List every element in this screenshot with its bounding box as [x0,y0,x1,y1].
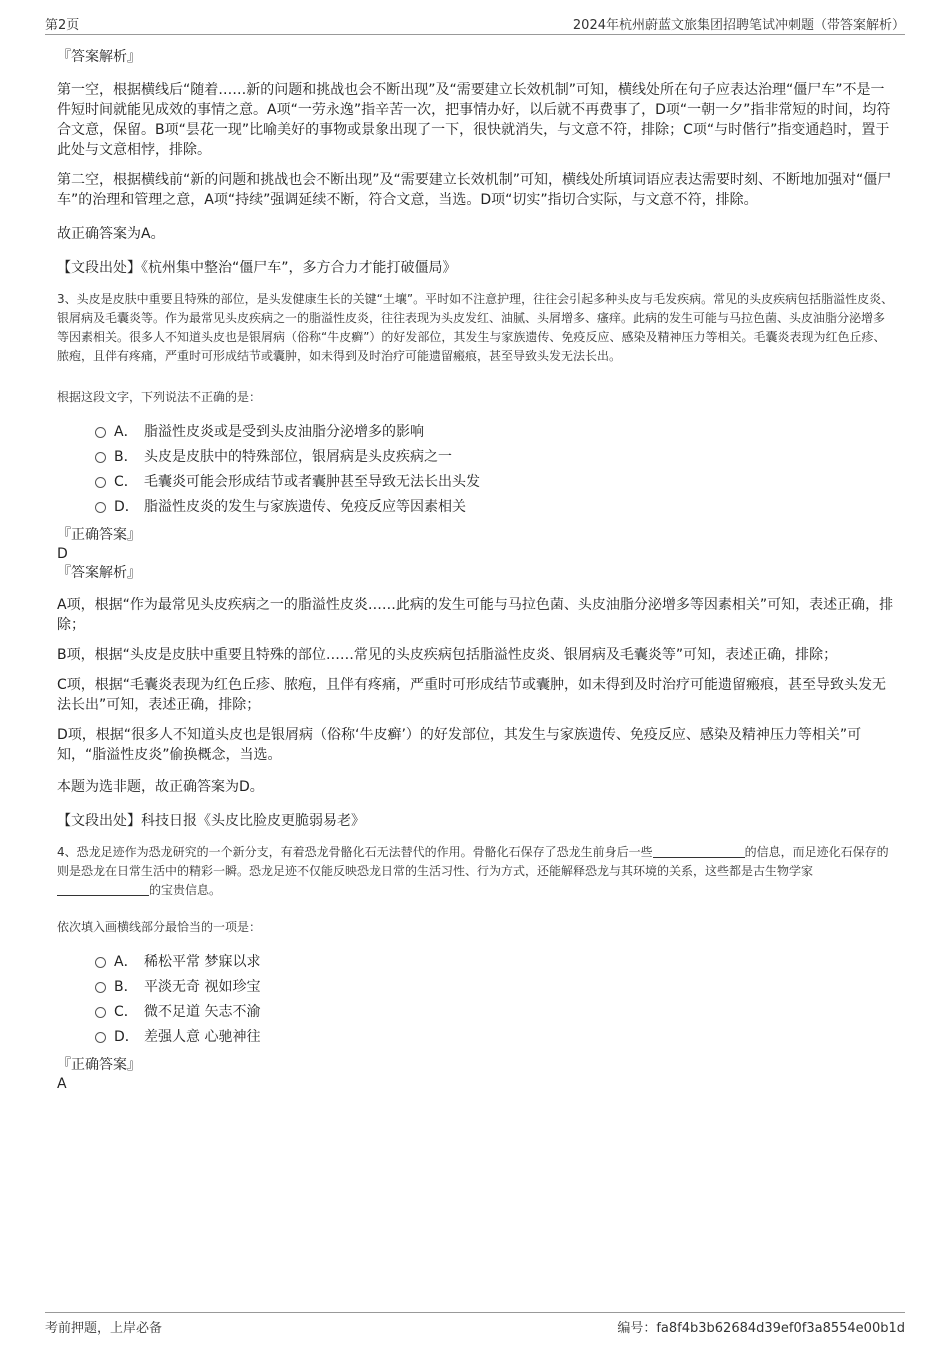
radio-icon[interactable] [95,982,106,993]
radio-icon[interactable] [95,452,106,463]
document-code: 编号：fa8f4b3b62684d39ef0f3a8554e00b1d [617,1321,905,1336]
page-number: 第2页 [45,18,80,33]
option-letter: B． [114,979,138,995]
source-text: 【文段出处】《杭州集中整治“僵尸车”，多方合力才能打破僵局》 [57,260,457,276]
page-content [57,46,895,1094]
page-header [45,14,905,35]
option-letter: A． [114,424,138,440]
option-b[interactable] [95,975,895,1000]
option-text: 稀松平常 梦寐以求 [144,954,261,970]
conclusion-text: 本题为选非题，故正确答案为D。 [57,779,264,795]
option-d[interactable] [95,1025,895,1050]
answer-value: D [57,546,68,562]
conclusion-text: 故正确答案为A。 [57,226,165,242]
option-a[interactable] [95,420,895,445]
fill-blank [653,844,745,858]
analysis-paragraph: 第一空，根据横线后“随着……新的问题和挑战也会不断出现”及“需要建立长效机制”可知，横线处所在句子应表达治理“僵尸车”不是一件短时间就能见成效的事情之意。A项“一劳永逸”指辛苦一次，把事情办好，以后就不再费事了，D项“一朝一夕”指非常短的时间，均符合文意，保留。B项“昙花一现”比喻美好的事物或景象出现了一下，很快就消失，与文意不符，排除；C项“与时偕行”指变通趋时，置于此处与文意相悖，排除。 [57,82,891,158]
question-4-text-part: 的信息，而足迹化石保存的则是恐龙在日常生活中的精彩一瞬。恐龙足迹不仅能反映恐龙日常的生活习性、行为方式，还能解释恐龙与其环境的关系，这些都是古生物学家 [57,845,889,878]
option-text: 脂溢性皮炎的发生与家族遗传、免疫反应等因素相关 [144,499,466,515]
source-text: 【文段出处】科技日报《头皮比脸皮更脆弱易老》 [57,813,365,829]
question-4-text [57,843,895,900]
question-3-text: 3、头皮是皮肤中重要且特殊的部位，是头发健康生长的关键“土壤”。平时如不注意护理，往往会引起多种头皮与毛发疾病。常见的头皮疾病包括脂溢性皮炎、银屑病及毛囊炎等。作为最常见头皮疾病之一的脂溢性皮炎，往往表现为头皮发红、油腻、头屑增多、瘙痒。此病的发生可能与马拉色菌、头皮油脂分泌增多等因素相关。很多人不知道头皮也是银屑病（俗称“牛皮癣”）的好发部位，其发生与家族遗传、免疫反应、感染及精神压力等相关。毛囊炎表现为红色丘疹、脓疱，且伴有疼痛，严重时可形成结节或囊肿，如未得到及时治疗可能遗留瘢痕，甚至导致头发无法长出。 [57,292,894,363]
footer-slogan: 考前押题，上岸必备 [45,1321,163,1336]
answer-value: A [57,1076,67,1092]
option-text: 毛囊炎可能会形成结节或者囊肿甚至导致无法长出头发 [144,474,480,490]
fill-blank [57,882,149,896]
page-footer [45,1312,905,1337]
radio-icon[interactable] [95,427,106,438]
option-text: 头皮是皮肤中的特殊部位，银屑病是头皮疾病之一 [144,449,452,465]
option-letter: D． [114,499,139,515]
radio-icon[interactable] [95,1007,106,1018]
document-title: 2024年杭州蔚蓝文旅集团招聘笔试冲刺题（带答案解析） [572,18,905,33]
option-text: 微不足道 矢志不渝 [144,1004,261,1020]
radio-icon[interactable] [95,1032,106,1043]
option-d[interactable] [95,495,895,520]
option-letter: B． [114,449,138,465]
option-text: 平淡无奇 视如珍宝 [144,979,261,995]
answer-label: 『正确答案』 [57,527,141,543]
analysis-paragraph: A项，根据“作为最常见头皮疾病之一的脂溢性皮炎……此病的发生可能与马拉色菌、头皮油脂分泌增多等因素相关”可知，表述正确，排除； [57,597,894,633]
question-4-text-part: 的宝贵信息。 [149,883,222,897]
option-text: 差强人意 心驰神往 [144,1029,261,1045]
question-4-text-part: 4、恐龙足迹作为恐龙研究的一个新分支，有着恐龙骨骼化石无法替代的作用。骨骼化石保存了恐龙生前身后一些 [57,845,653,859]
radio-icon[interactable] [95,502,106,513]
option-c[interactable] [95,1000,895,1025]
option-letter: D． [114,1029,139,1045]
question-4-options [95,950,895,1050]
answer-label: 『正确答案』 [57,1057,141,1073]
radio-icon[interactable] [95,957,106,968]
option-c[interactable] [95,470,895,495]
analysis-label: 『答案解析』 [57,565,141,581]
option-b[interactable] [95,445,895,470]
analysis-paragraph: C项，根据“毛囊炎表现为红色丘疹、脓疱，且伴有疼痛，严重时可形成结节或囊肿，如未得到及时治疗可能遗留瘢痕，甚至导致头发无法长出”可知，表述正确，排除； [57,677,887,713]
option-letter: C． [114,474,138,490]
option-letter: C． [114,1004,138,1020]
radio-icon[interactable] [95,477,106,488]
option-text: 脂溢性皮炎或是受到头皮油脂分泌增多的影响 [144,424,424,440]
option-letter: A． [114,954,138,970]
question-3-prompt: 根据这段文字，下列说法不正确的是： [57,390,262,404]
analysis-paragraph: D项，根据“很多人不知道头皮也是银屑病（俗称‘牛皮癣’）的好发部位，其发生与家族遗传、免疫反应、感染及精神压力等相关”可知，“脂溢性皮炎”偷换概念，当选。 [57,727,862,763]
analysis-label: 『答案解析』 [57,49,141,65]
analysis-paragraph: 第二空，根据横线前“新的问题和挑战也会不断出现”及“需要建立长效机制”可知，横线处所填词语应表达需要时刻、不断地加强对“僵尸车”的治理和管理之意，A项“持续”强调延续不断，符合文意，当选。D项“切实”指切合实际，与文意不符，排除。 [57,172,892,208]
question-4-prompt: 依次填入画横线部分最恰当的一项是： [57,920,262,934]
analysis-paragraph: B项，根据“头皮是皮肤中重要且特殊的部位……常见的头皮疾病包括脂溢性皮炎、银屑病及毛囊炎等”可知，表述正确，排除； [57,647,838,663]
question-3-options [95,420,895,520]
option-a[interactable] [95,950,895,975]
